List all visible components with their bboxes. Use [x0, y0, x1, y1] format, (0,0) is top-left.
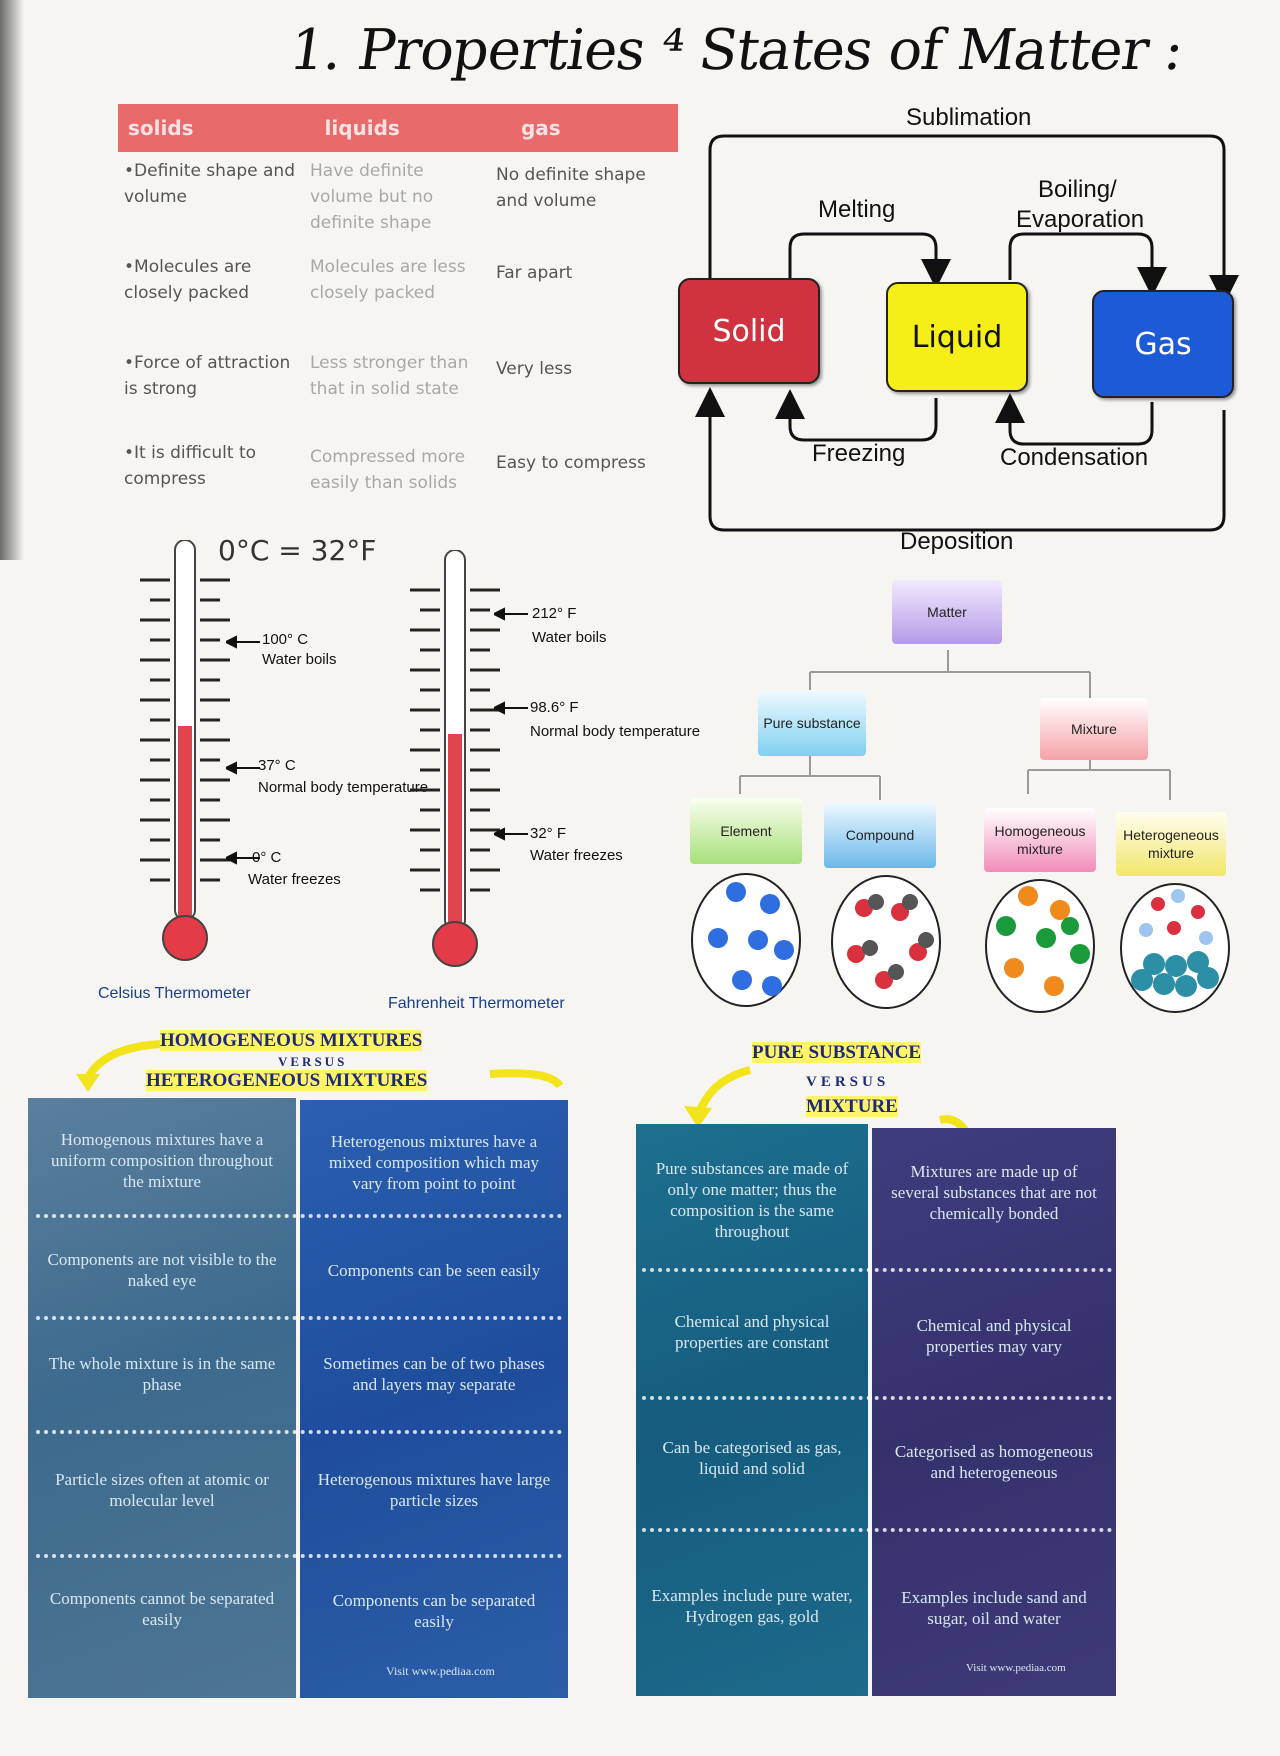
pure-point: Can be categorised as gas, liquid and solid: [662, 1438, 842, 1478]
header-solids: solids: [128, 116, 194, 140]
pure-mixture-footer: Visit www.pediaa.com: [966, 1662, 1066, 1674]
divider: [36, 1554, 562, 1558]
fahrenheit-caption: Fahrenheit Thermometer: [388, 995, 565, 1012]
label-deposition: Deposition: [900, 528, 1014, 555]
mixture-point: Mixtures are made up of several substances that are not chemically bonded: [891, 1161, 1097, 1223]
tree-node-element: Element: [690, 798, 802, 864]
table-cell: Very less: [496, 359, 573, 379]
divider: [36, 1214, 562, 1218]
pure-versus: VERSUS: [806, 1074, 890, 1090]
page-title: 1. Properties ⁴ States of Matter :: [285, 18, 1188, 83]
celsius-boil-value: 100° C: [262, 631, 309, 648]
celsius-body-value: 37° C: [258, 757, 296, 774]
homo-point: Homogenous mixtures have a uniform composition throughout the mixture: [51, 1129, 273, 1191]
homo-point: Components are not visible to the naked eye: [47, 1250, 277, 1290]
label-boiling: Boiling/: [1038, 176, 1117, 203]
mixture-point: Categorised as homogeneous and heterogeneous: [894, 1442, 1094, 1482]
mixture-title: [806, 1096, 898, 1118]
celsius-pointer-arrows: [226, 630, 262, 870]
divider: [642, 1268, 1112, 1272]
states-table-header: [118, 104, 678, 152]
hetero-point: Heterogenous mixtures have large particle sizes: [317, 1470, 551, 1510]
fahrenheit-boil-label: Water boils: [532, 629, 607, 646]
fahrenheit-body-label: Normal body temperature: [530, 723, 701, 740]
pure-point: Examples include pure water, Hydrogen gas, gold: [651, 1586, 853, 1626]
particle-illustrations: [688, 868, 1248, 1018]
divider: [36, 1430, 562, 1434]
pure-point: Pure substances are made of only one matter; thus the composition is the same throughout: [655, 1159, 849, 1241]
fahrenheit-freeze-value: 32° F: [530, 825, 567, 842]
label-evaporation: Evaporation: [1016, 206, 1145, 233]
pure-title: [752, 1042, 921, 1064]
table-cell: No definite shape and volume: [496, 165, 646, 211]
mixture-point: Chemical and physical properties may vary: [916, 1316, 1072, 1356]
page-edge-shadow: [0, 0, 24, 560]
mixture-title-text: MIXTURE: [806, 1096, 898, 1117]
table-cell: Far apart: [496, 263, 573, 283]
tree-node-heterogeneous: Heterogeneous mixture: [1116, 812, 1226, 876]
table-cell: •It is difficult to compress: [124, 443, 257, 489]
hetero-point: Components can be separated easily: [332, 1591, 536, 1631]
divider: [642, 1528, 1112, 1532]
homo-point: Particle sizes often at atomic or molecular level: [55, 1470, 269, 1510]
celsius-thermometer-graphic: [130, 540, 240, 980]
celsius-body-label: Normal body temperature: [258, 779, 429, 796]
homo-title-text: HOMOGENEOUS MIXTURES: [160, 1030, 423, 1051]
tree-node-homogeneous: Homogeneous mixture: [984, 808, 1096, 872]
celsius-freeze-label: Water freezes: [248, 871, 341, 888]
fahrenheit-boil-value: 212° F: [532, 605, 577, 622]
state-liquid-box: Liquid: [886, 282, 1028, 392]
mixture-point: Examples include sand and sugar, oil and water: [901, 1588, 1087, 1628]
table-cell: •Definite shape and volume: [124, 161, 295, 207]
table-cell: •Molecules are closely packed: [124, 257, 252, 303]
tree-node-mixture: Mixture: [1040, 698, 1148, 760]
hetero-title-text: HETEROGENEOUS MIXTURES: [146, 1070, 428, 1091]
pure-point: Chemical and physical properties are constant: [674, 1312, 830, 1352]
homo-point: Components cannot be separated easily: [49, 1589, 275, 1629]
label-condensation: Condensation: [1000, 444, 1149, 471]
hetero-point: Components can be seen easily: [327, 1260, 541, 1280]
divider: [36, 1316, 562, 1320]
table-cell: •Force of attraction is strong: [124, 353, 291, 399]
hetero-point: Heterogenous mixtures have a mixed composition which may vary from point to point: [328, 1131, 540, 1193]
table-cell: Have definite volume but no definite shape: [310, 161, 434, 233]
homo-title: [160, 1030, 422, 1052]
celsius-caption: Celsius Thermometer: [98, 985, 251, 1002]
header-gas: gas: [520, 116, 561, 140]
homo-versus: VERSUS: [278, 1054, 348, 1069]
homo-hetero-footer: Visit www.pediaa.com: [386, 1664, 495, 1678]
fahrenheit-body-value: 98.6° F: [530, 699, 579, 716]
homo-point: The whole mixture is in the same phase: [48, 1354, 276, 1394]
table-cell: Less stronger than that in solid state: [310, 353, 469, 399]
tree-node-pure-substance: Pure substance: [758, 690, 866, 756]
fahrenheit-freeze-label: Water freezes: [530, 847, 623, 864]
celsius-boil-label: Water boils: [262, 651, 337, 668]
hetero-point: Sometimes can be of two phases and layers may separate: [323, 1354, 545, 1394]
divider: [642, 1396, 1112, 1400]
state-solid-box: Solid: [678, 278, 820, 384]
tree-node-compound: Compound: [824, 802, 936, 868]
celsius-freeze-value: 0° C: [252, 849, 282, 866]
fahrenheit-pointer-arrows: [494, 606, 530, 846]
header-liquids: liquids: [324, 116, 400, 140]
pure-title-text: PURE SUBSTANCE: [752, 1042, 922, 1063]
temperature-note: 0°C = 32°F: [218, 534, 377, 567]
table-cell: Easy to compress: [496, 453, 646, 473]
label-sublimation: Sublimation: [906, 104, 1032, 131]
label-freezing: Freezing: [812, 440, 906, 467]
tree-node-matter: Matter: [892, 580, 1002, 644]
state-gas-box: Gas: [1092, 290, 1234, 398]
hetero-title: [146, 1070, 427, 1092]
table-cell: Compressed more easily than solids: [310, 447, 466, 493]
label-melting: Melting: [818, 196, 896, 223]
table-cell: Molecules are less closely packed: [310, 257, 466, 303]
